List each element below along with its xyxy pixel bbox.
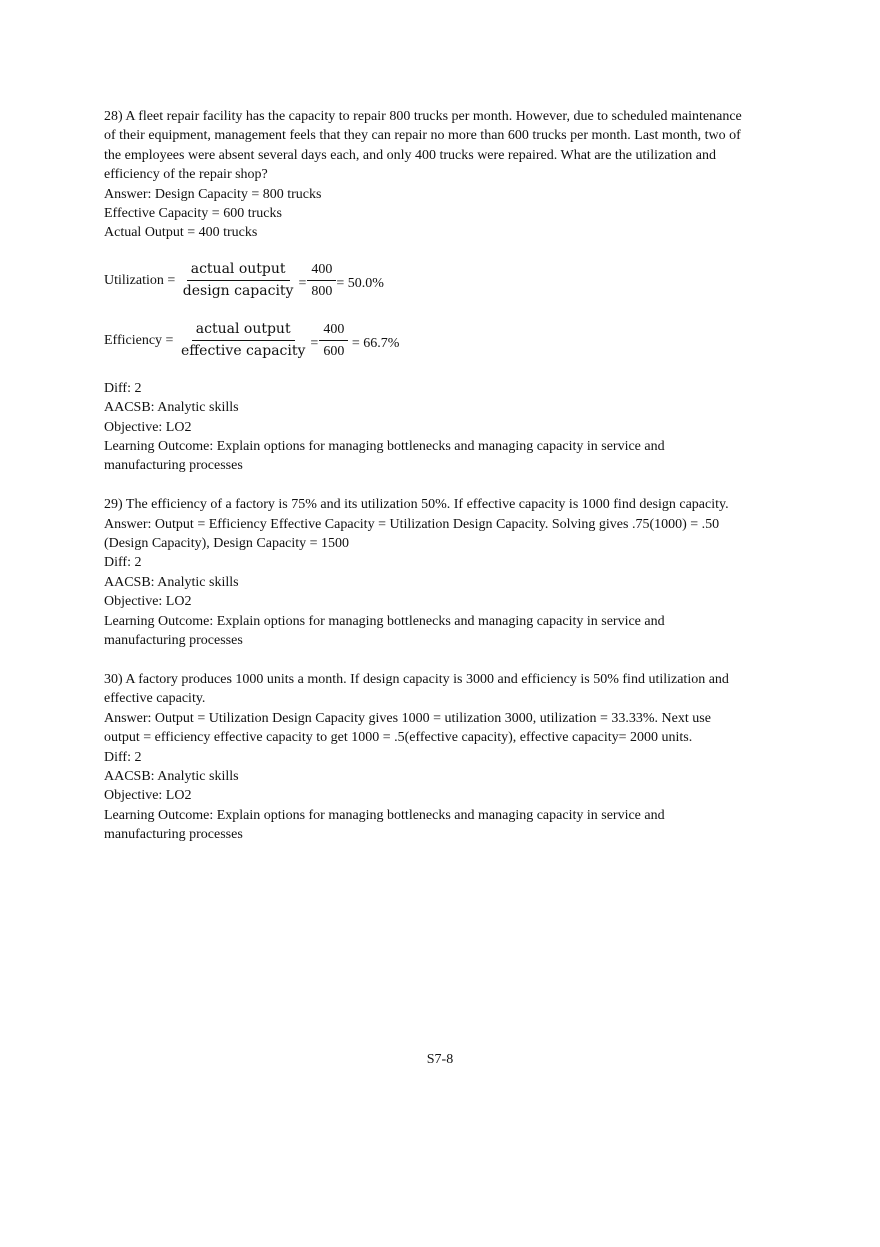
fraction-numerator: actual output xyxy=(187,261,290,281)
spacer xyxy=(104,651,744,670)
objective: Objective: LO2 xyxy=(104,594,192,610)
formula-result: = 66.7% xyxy=(348,336,400,352)
document-body xyxy=(104,107,744,845)
question-text: 28) A fleet repair facility has the capacity to repair 800 trucks per month. However, due to scheduled maintenance of their equipment, management feels that they can repair no more than 600 trucks per month. Last month, two of the employees were absent several days each, and only 400 trucks were repaired. What are the utilization and efficiency of the repair shop? xyxy=(104,109,742,183)
fraction-denominator: 800 xyxy=(311,284,333,300)
fraction-numerator: actual output xyxy=(192,321,295,341)
question-text: 29) The efficiency of a factory is 75% and its utilization 50%. If effective capacity is 1000 find design capacity. xyxy=(104,497,729,513)
aacsb: AACSB: Analytic skills xyxy=(104,574,239,590)
question-30 xyxy=(104,670,744,845)
aacsb: AACSB: Analytic skills xyxy=(104,768,239,784)
answer-text: Answer: Output = Efficiency Effective Capacity = Utilization Design Capacity. Solving gives .75(1000) = .50 (Design Capacity), Design Capacity = 1500 xyxy=(104,516,720,552)
spacer xyxy=(104,476,744,495)
aacsb: AACSB: Analytic skills xyxy=(104,400,239,416)
formula-label: Efficiency = xyxy=(104,333,177,349)
question-text: 30) A factory produces 1000 units a month. If design capacity is 3000 and efficiency is 50% find utilization and effective capacity. xyxy=(104,671,729,707)
fraction-numerator: 400 xyxy=(319,321,348,341)
objective: Objective: LO2 xyxy=(104,419,192,435)
difficulty: Diff: 2 xyxy=(104,555,142,571)
fraction-values xyxy=(319,321,348,360)
fraction-text xyxy=(179,261,298,300)
utilization-formula xyxy=(104,259,744,303)
difficulty: Diff: 2 xyxy=(104,380,142,396)
fraction-text xyxy=(177,321,309,360)
fraction-denominator: design capacity xyxy=(182,283,294,300)
fraction-denominator: effective capacity xyxy=(180,343,306,360)
page-number: S7-8 xyxy=(426,1052,454,1067)
question-28 xyxy=(104,107,744,476)
learning-outcome: Learning Outcome: Explain options for managing bottlenecks and managing capacity in service and manufacturing processes xyxy=(104,439,665,474)
fraction-numerator: 400 xyxy=(307,261,336,281)
learning-outcome: Learning Outcome: Explain options for managing bottlenecks and managing capacity in service and manufacturing processes xyxy=(104,807,665,843)
objective: Objective: LO2 xyxy=(104,788,192,804)
difficulty: Diff: 2 xyxy=(104,749,142,765)
efficiency-formula xyxy=(104,319,744,363)
answer-line: Effective Capacity = 600 trucks xyxy=(104,206,282,222)
learning-outcome: Learning Outcome: Explain options for managing bottlenecks and managing capacity in service and manufacturing processes xyxy=(104,613,665,649)
question-29 xyxy=(104,495,744,650)
answer-line: Actual Output = 400 trucks xyxy=(104,225,258,241)
equals-sign: = xyxy=(298,276,307,292)
answer-line: Answer: Design Capacity = 800 trucks xyxy=(104,186,322,202)
fraction-values xyxy=(307,261,336,300)
answer-text: Answer: Output = Utilization Design Capacity gives 1000 = utilization 3000, utilization = 33.33%. Next use output = efficiency effective capacity to get 1000 = .5(effective capacity), effective capacity= 2000 units. xyxy=(104,710,711,746)
fraction-denominator: 600 xyxy=(323,344,345,360)
formula-label: Utilization = xyxy=(104,273,179,289)
formula-result: = 50.0% xyxy=(336,276,384,292)
equals-sign: = xyxy=(310,336,319,352)
